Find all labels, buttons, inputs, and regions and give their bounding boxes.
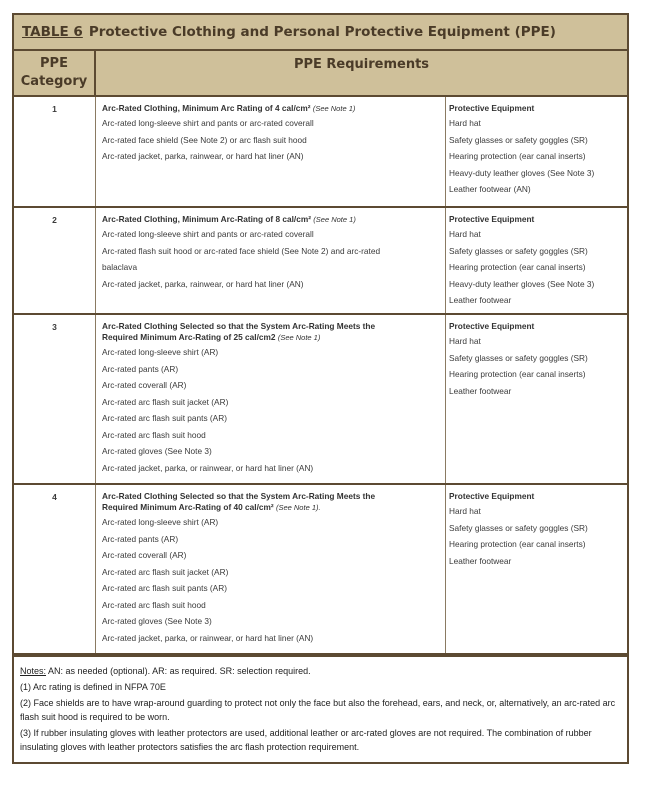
list-item: Arc-rated arc flash suit hood	[102, 599, 206, 610]
list-item: Safety glasses or safety goggles (SR)	[449, 352, 588, 363]
table-row	[14, 315, 627, 485]
list-item: Safety glasses or safety goggles (SR)	[449, 134, 588, 145]
list-item: Hearing protection (ear canal inserts)	[449, 151, 586, 161]
note-2: (2) Face shields are to have wrap-around guarding to protect not only the face but also the forehead, ears, and neck, or, alternatively, an arc-rated arc flash suit hood is required to be worn.	[20, 698, 616, 722]
list-item: Hard hat	[449, 229, 481, 239]
equipment-heading: Protective Equipment	[449, 103, 535, 113]
list-item: Arc-rated coverall (AR)	[102, 380, 187, 390]
list-item: balaclava	[102, 262, 138, 272]
list-item: Safety glasses or safety goggles (SR)	[449, 245, 588, 256]
table-row	[14, 208, 627, 315]
table-number: TABLE 6	[22, 24, 83, 40]
list-item: Hearing protection (ear canal inserts)	[449, 262, 586, 272]
list-item: Leather footwear	[449, 555, 512, 566]
list-item: Arc-rated pants (AR)	[102, 363, 179, 374]
equipment-cell	[446, 97, 627, 206]
clothing-cell	[96, 97, 446, 206]
table-title-text: Protective Clothing and Personal Protective Equipment (PPE)	[88, 24, 556, 40]
ppe-category-cell: 2	[14, 208, 96, 313]
clothing-heading: Arc-Rated Clothing Selected so that the System Arc-Rating Meets the	[102, 321, 376, 331]
list-item: Hard hat	[449, 506, 481, 516]
clothing-cell	[96, 208, 446, 313]
header-ppe-category: PPE Category	[14, 51, 96, 95]
table-header	[14, 51, 627, 97]
ppe-table	[12, 13, 629, 764]
list-item: Arc-rated face shield (See Note 2) or arc flash suit hood	[102, 134, 307, 145]
list-item: Hearing protection (ear canal inserts)	[449, 369, 586, 379]
list-item: Heavy-duty leather gloves (See Note 3)	[449, 278, 595, 289]
list-item: Hearing protection (ear canal inserts)	[449, 539, 586, 549]
clothing-heading: Arc-Rated Clothing Selected so that the System Arc-Rating Meets the	[102, 491, 376, 501]
equipment-heading: Protective Equipment	[449, 491, 535, 501]
list-item: Safety glasses or safety goggles (SR)	[449, 522, 588, 533]
table-title	[14, 15, 627, 51]
header-ppe-requirements: PPE Requirements	[293, 57, 430, 72]
clothing-heading-line2: Required Minimum Arc-Rating of 40 cal/cm² (See Note 1).	[102, 502, 321, 512]
list-item: Arc-rated flash suit hood or arc-rated face shield (See Note 2) and arc-rated	[102, 245, 381, 256]
equipment-cell	[446, 208, 627, 313]
equipment-heading: Protective Equipment	[449, 321, 535, 331]
list-item: Arc-rated pants (AR)	[102, 533, 179, 544]
clothing-heading-line2: Required Minimum Arc-Rating of 25 cal/cm2 (See Note 1)	[102, 332, 321, 342]
list-item: Arc-rated long-sleeve shirt (AR)	[102, 347, 219, 357]
list-item: Arc-rated arc flash suit hood	[102, 429, 206, 440]
list-item: Arc-rated long-sleeve shirt and pants or arc-rated coverall	[102, 118, 314, 128]
equipment-cell	[446, 315, 627, 483]
table-row	[14, 97, 627, 208]
list-item: Leather footwear	[449, 295, 512, 305]
clothing-cell	[96, 485, 446, 653]
list-item: Arc-rated gloves (See Note 3)	[102, 616, 212, 626]
list-item: Leather footwear	[449, 385, 512, 396]
list-item: Arc-rated coverall (AR)	[102, 550, 187, 560]
clothing-heading: Arc-Rated Clothing, Minimum Arc Rating of 4 cal/cm² (See Note 1)	[102, 103, 356, 113]
equipment-heading: Protective Equipment	[449, 214, 535, 224]
list-item: Arc-rated jacket, parka, rainwear, or hard hat liner (AN)	[102, 278, 304, 289]
list-item: Arc-rated jacket, parka, or rainwear, or hard hat liner (AN)	[102, 462, 314, 473]
list-item: Arc-rated arc flash suit jacket (AR)	[102, 396, 229, 407]
clothing-heading: Arc-Rated Clothing, Minimum Arc-Rating of 8 cal/cm² (See Note 1)	[102, 214, 356, 224]
table-notes	[14, 655, 627, 754]
list-item: Arc-rated gloves (See Note 3)	[102, 446, 212, 456]
ppe-category-cell: 3	[14, 315, 96, 483]
ppe-category-cell: 1	[14, 97, 96, 206]
table-row	[14, 485, 627, 655]
note-1: (1) Arc rating is defined in NFPA 70E	[20, 682, 166, 692]
list-item: Leather footwear (AN)	[449, 184, 531, 194]
list-item: Arc-rated arc flash suit pants (AR)	[102, 413, 227, 423]
note-3: (3) If rubber insulating gloves with leather protectors are used, additional leather or arc-rated gloves are not required. The combination of rubber insulating gloves with leather protectors satisfies the arc flash protection requirement.	[20, 728, 592, 752]
list-item: Hard hat	[449, 336, 481, 346]
list-item: Arc-rated arc flash suit jacket (AR)	[102, 566, 229, 577]
clothing-cell	[96, 315, 446, 483]
ppe-category-cell: 4	[14, 485, 96, 653]
list-item: Arc-rated long-sleeve shirt and pants or arc-rated coverall	[102, 229, 314, 239]
list-item: Arc-rated arc flash suit pants (AR)	[102, 583, 227, 593]
list-item: Arc-rated jacket, parka, rainwear, or hard hat liner (AN)	[102, 151, 304, 161]
list-item: Arc-rated jacket, parka, or rainwear, or hard hat liner (AN)	[102, 632, 314, 643]
notes-summary: Notes: AN: as needed (optional). AR: as required. SR: selection required.	[20, 666, 311, 676]
list-item: Hard hat	[449, 118, 481, 128]
list-item: Heavy-duty leather gloves (See Note 3)	[449, 167, 595, 178]
equipment-cell	[446, 485, 627, 653]
list-item: Arc-rated long-sleeve shirt (AR)	[102, 517, 219, 527]
